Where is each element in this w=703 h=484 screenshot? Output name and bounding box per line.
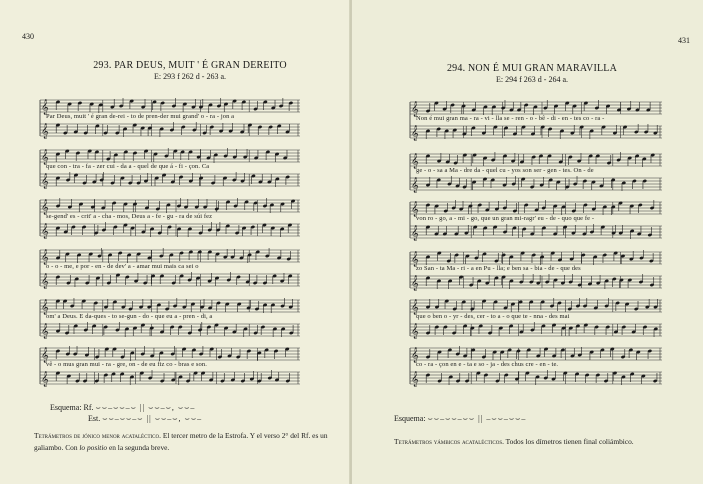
esquema-line-294 <box>394 414 526 424</box>
metric-note-body: Todos los dímetros tienen final coliámbico. <box>503 437 634 446</box>
esquema-rf-line <box>50 403 195 413</box>
svg-text:𝄞: 𝄞 <box>41 174 49 189</box>
svg-text:𝄞: 𝄞 <box>411 252 419 267</box>
right-page <box>352 0 703 484</box>
svg-text:𝄞: 𝄞 <box>411 102 419 117</box>
esquema-est-marks: ⌣⌣–⌣⌣–⌣ || ⌣⌣–⌣, ⌣⌣– <box>102 414 203 423</box>
svg-text:𝄞: 𝄞 <box>411 324 419 339</box>
lyric-line: vê - o mus gran mui - ra - gre, on - de eu fiz co - bras e son. <box>46 361 207 368</box>
song-title-293: 293. PAR DEUS, MUIT ' É GRAN DEREITO <box>93 60 287 71</box>
score-system <box>36 298 302 342</box>
lyric-line: que o ben o - yr - des, cer - to a - o que te - nna - des mai <box>416 313 570 320</box>
score-system <box>406 200 664 244</box>
score-system <box>406 346 664 390</box>
metric-note-italic: lo positio <box>79 442 108 452</box>
svg-text:𝄞: 𝄞 <box>411 300 419 315</box>
music-staff-system <box>406 298 664 342</box>
music-staff-system <box>406 152 664 196</box>
esquema-est-label: Est. <box>88 414 101 423</box>
svg-text:𝄞: 𝄞 <box>411 276 419 291</box>
metric-note-294 <box>394 436 684 448</box>
svg-text:𝄞: 𝄞 <box>41 324 49 339</box>
svg-text:𝄞: 𝄞 <box>41 348 49 363</box>
svg-text:𝄞: 𝄞 <box>41 150 49 165</box>
music-staff-system <box>36 298 302 342</box>
music-staff-system <box>406 200 664 244</box>
music-staff-system <box>36 198 302 242</box>
score-system <box>406 100 664 144</box>
lyric-line: o - o - me, e por - en - de dev' a - amar mui mais ca sei o <box>46 263 199 270</box>
svg-text:𝄞: 𝄞 <box>41 200 49 215</box>
music-staff-system <box>406 346 664 390</box>
page-number-left: 430 <box>22 32 34 41</box>
esquema-label: Esquema: <box>50 403 82 412</box>
esquema-rf-marks: ⌣⌣–⌣⌣–⌣ || ⌣⌣–⌣, ⌣⌣– <box>95 403 196 412</box>
lyric-line: von ro - go, a - mi - go, que un gran mi-ragr' eu - de - quo que fe - <box>416 215 595 222</box>
music-staff-system <box>36 346 302 390</box>
lyric-line: que con - tra - fa - zer cui - da a - quel de que á - fi - çon. Ca <box>46 163 210 170</box>
esquema-est-line <box>88 414 202 424</box>
score-system <box>36 98 302 142</box>
music-staff-system <box>36 98 302 142</box>
svg-text:𝄞: 𝄞 <box>411 126 419 141</box>
page-number-right: 431 <box>678 36 690 45</box>
score-system <box>406 152 664 196</box>
svg-text:𝄞: 𝄞 <box>41 372 49 387</box>
lyric-line: Par Deus, muit ' é gran de-rei - to de pren-der mui grand' o - ra - jon a <box>46 113 235 120</box>
lyric-line: se-gend' es - crit' a - chа - mos, Deus a - fe - gu - ra de súi fez <box>46 213 213 220</box>
score-system <box>36 148 302 192</box>
song-source-293: E: 293 f 262 d - 263 a. <box>154 72 226 81</box>
lyric-line: om' a Deus. E da-ques - to se-gun - do - que eu a - pren - di, a <box>46 313 213 320</box>
svg-text:𝄞: 𝄞 <box>411 178 419 193</box>
score-system <box>36 198 302 242</box>
left-page <box>0 0 350 484</box>
score-system <box>36 346 302 390</box>
lyric-line: zo San - ta Ma - ri - a en Pu - lla; e ben sa - bia - de - que des <box>416 265 581 272</box>
lyric-line: Non é mui gran ma - ra - vi - lla se - ren - o - bê - di - en - tes co - ra - <box>416 115 605 122</box>
svg-text:𝄞: 𝄞 <box>411 202 419 217</box>
lyric-line: ge - o - sa a Ma - dre da - quel cu - yos son ser - gen - tes. On - de <box>416 167 594 174</box>
metric-note-body: El tercer metro de la Estrofa. Y el verso 2° del Rf. es un galiambo. Con <box>34 431 328 452</box>
lyric-line: co - ra - çon en e - ta e so - ja - des chus cre - en - te. <box>416 361 559 368</box>
song-title-294: 294. NON É MUI GRAN MARAVILLA <box>446 63 618 74</box>
svg-text:𝄞: 𝄞 <box>411 226 419 241</box>
esquema-rf-label: Rf. <box>83 403 94 412</box>
score-system <box>406 250 664 294</box>
svg-text:𝄞: 𝄞 <box>41 274 49 289</box>
svg-text:𝄞: 𝄞 <box>41 300 49 315</box>
svg-text:𝄞: 𝄞 <box>411 154 419 169</box>
music-staff-system <box>406 100 664 144</box>
svg-text:𝄞: 𝄞 <box>41 100 49 115</box>
esquema-marks: ⌣⌣–⌣⌣–⌣⌣ || –⌣⌣–⌣⌣– <box>427 414 527 423</box>
svg-text:𝄞: 𝄞 <box>411 372 419 387</box>
svg-text:𝄞: 𝄞 <box>41 250 49 265</box>
svg-text:𝄞: 𝄞 <box>41 224 49 239</box>
metric-note-caps: Tetrámetros de jónico menor acatalécticо. <box>34 431 161 440</box>
music-staff-system <box>36 248 302 292</box>
metric-note-293 <box>34 430 334 453</box>
song-source-294: E: 294 f 263 d - 264 a. <box>496 75 568 84</box>
esquema-label: Esquema: <box>394 414 426 423</box>
metric-note-end: en la segunda breve. <box>107 442 170 452</box>
music-staff-system <box>406 250 664 294</box>
music-staff-system <box>36 148 302 192</box>
metric-note-caps: Tetrámetros yámbicos acatalécticos. <box>394 437 504 446</box>
score-system <box>36 248 302 292</box>
svg-text:𝄞: 𝄞 <box>411 348 419 363</box>
score-system <box>406 298 664 342</box>
svg-text:𝄞: 𝄞 <box>41 124 49 139</box>
